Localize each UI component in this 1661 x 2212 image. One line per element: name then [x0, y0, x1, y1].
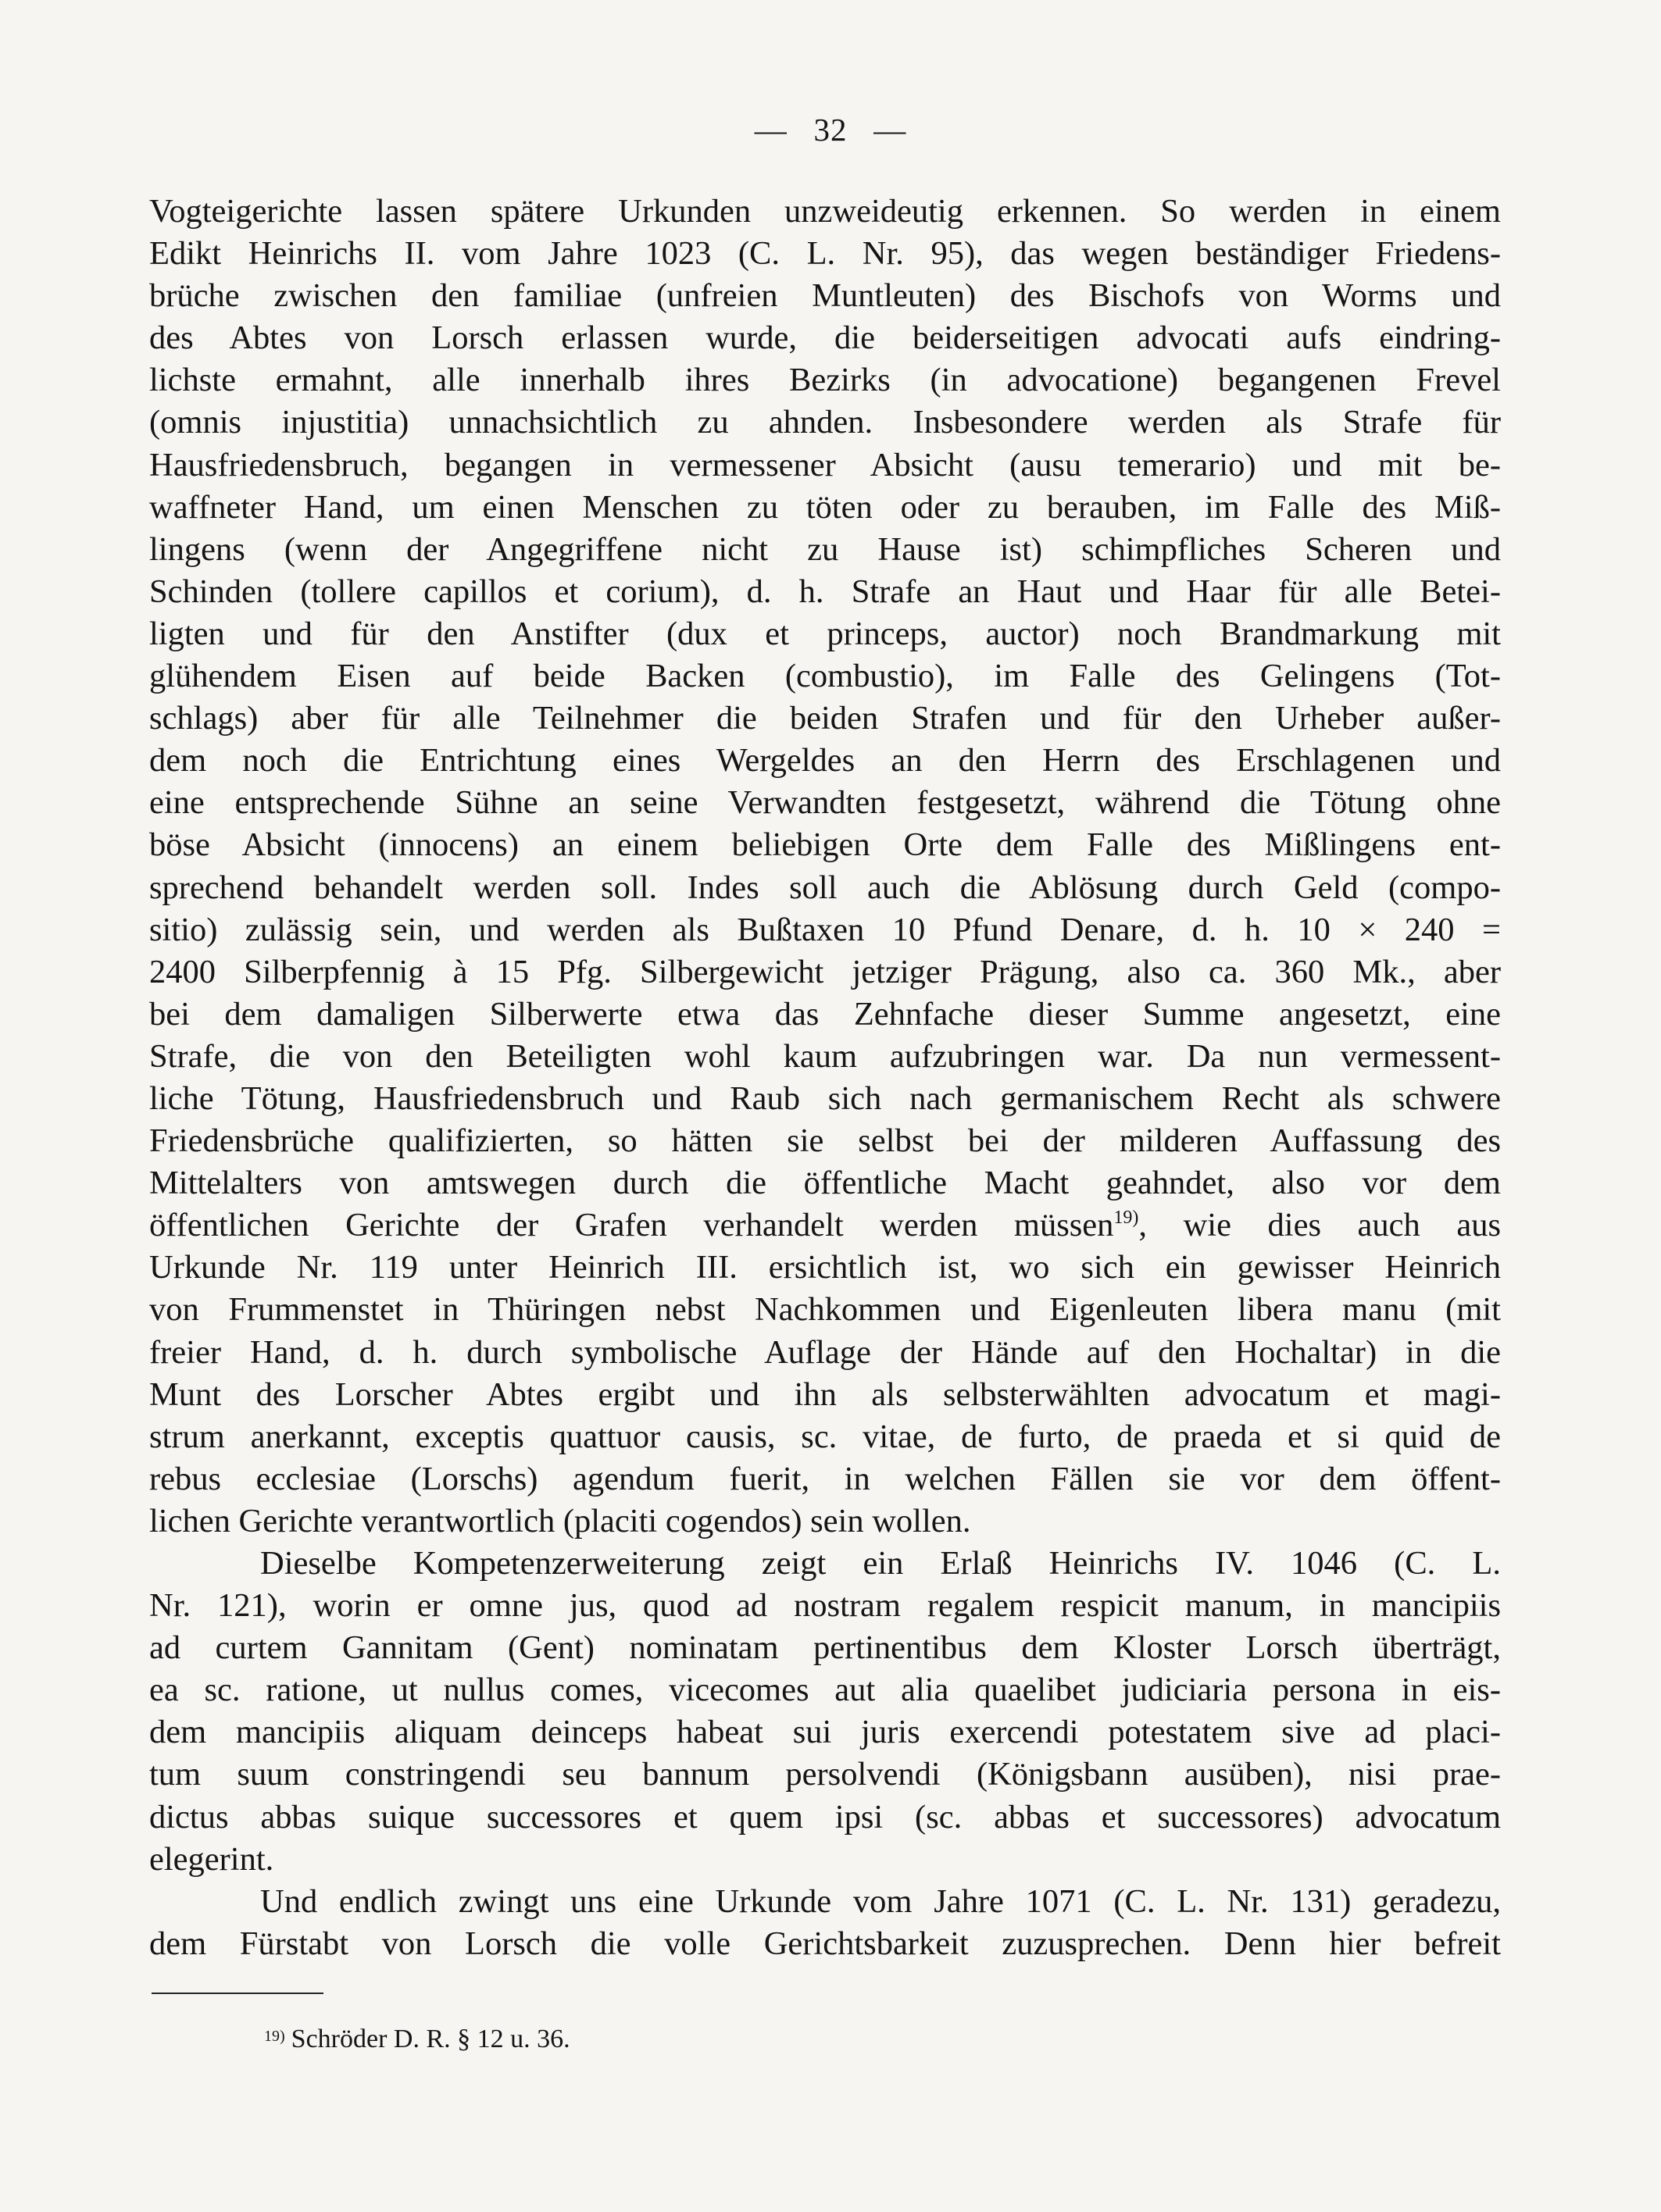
text-line: Munt des Lorscher Abtes ergibt und ihn als selbsterwählten advocatum et magi- — [149, 1375, 1501, 1413]
text-line: ea sc. ratione, ut nullus comes, vicecomes aut alia quaelibet judiciaria persona in eis- — [149, 1671, 1501, 1709]
body-text — [149, 191, 1501, 1965]
footnote-text: Schröder D. R. § 12 u. 36. — [291, 2025, 570, 2053]
text-line: strum anerkannt, exceptis quattuor causis, sc. vitae, de furto, de praeda et si quid de — [149, 1418, 1501, 1455]
text-line: 2400 Silberpfennig à 15 Pfg. Silbergewicht jetziger Prägung, also ca. 360 Mk., aber — [149, 953, 1501, 990]
text-line: Dieselbe Kompetenzerweiterung zeigt ein Erlaß Heinrichs IV. 1046 (C. L. — [260, 1545, 1501, 1582]
text-line: liche Tötung, Hausfriedensbruch und Raub sich nach germanischem Recht als schwere — [149, 1079, 1501, 1117]
text-line: rebus ecclesiae (Lorschs) agendum fuerit, in welchen Fällen sie vor dem öffent- — [149, 1460, 1501, 1497]
text-line: glühendem Eisen auf beide Backen (combustio), im Falle des Gelingens (Tot- — [149, 658, 1501, 695]
text-line: böse Absicht (innocens) an einem beliebigen Orte dem Falle des Mißlingens ent- — [149, 826, 1501, 864]
text-line: bei dem damaligen Silberwerte etwa das Zehnfache dieser Summe angesetzt, eine — [149, 995, 1501, 1033]
text-line: Nr. 121), worin er omne jus, quod ad nostram regalem respicit manum, in mancipiis — [149, 1587, 1501, 1625]
text-line: lichste ermahnt, alle innerhalb ihres Bezirks (in advocatione) begangenen Frevel — [149, 362, 1501, 399]
paragraph — [149, 1881, 1501, 1965]
text-line: tum suum constringendi seu bannum persolvendi (Königsbann ausüben), nisi prae- — [149, 1756, 1501, 1793]
text-segment: , wie dies auch aus — [1138, 1207, 1501, 1244]
text-line: Hausfriedensbruch, begangen in vermessener Absicht (ausu temerario) und mit be- — [149, 446, 1501, 483]
text-segment: öffentlichen Gerichte der Grafen verhandelt werden müssen — [149, 1207, 1114, 1244]
text-line: Strafe, die von den Beteiligten wohl kaum aufzubringen war. Da nun vermessent- — [149, 1037, 1501, 1075]
text-line: dem Fürstabt von Lorsch die volle Gerichtsbarkeit zuzusprechen. Denn hier befreit — [149, 1925, 1501, 1962]
text-line: sitio) zulässig sein, und werden als Bußtaxen 10 Pfund Denare, d. h. 10 × 240 = — [149, 911, 1501, 948]
footnote-divider — [152, 1993, 323, 1994]
text-line: dem noch die Entrichtung eines Wergeldes an den Herrn des Erschlagenen und — [149, 742, 1501, 780]
text-line: brüche zwischen den familiae (unfreien Muntleuten) des Bischofs von Worms und — [149, 277, 1501, 315]
footnote-reference[interactable]: 19) — [1113, 1208, 1139, 1229]
footnote — [264, 2025, 570, 2054]
text-line: dem mancipiis aliquam deinceps habeat sui juris exercendi potestatem sive ad placi- — [149, 1714, 1501, 1751]
text-line: lingens (wenn der Angegriffene nicht zu Hause ist) schimpfliches Scheren und — [149, 530, 1501, 568]
text-line: freier Hand, d. h. durch symbolische Auflage der Hände auf den Hochaltar) in die — [149, 1333, 1501, 1371]
text-line: Vogteigerichte lassen spätere Urkunden unzweideutig erkennen. So werden in einem — [149, 193, 1501, 230]
text-line: eine entsprechende Sühne an seine Verwandten festgesetzt, während die Tötung ohne — [149, 784, 1501, 822]
paragraph — [149, 1543, 1501, 1881]
text-line: Und endlich zwingt uns eine Urkunde vom Jahre 1071 (C. L. Nr. 131) geradezu, — [260, 1882, 1501, 1920]
text-line: ligten und für den Anstifter (dux et princeps, auctor) noch Brandmarkung mit — [149, 615, 1501, 652]
text-line: ad curtem Gannitam (Gent) nominatam pertinentibus dem Kloster Lorsch überträgt, — [149, 1629, 1501, 1667]
page-number: — 32 — — [754, 112, 907, 148]
text-line: von Frummenstet in Thüringen nebst Nachkommen und Eigenleuten libera manu (mit — [149, 1291, 1501, 1329]
text-line: (omnis injustitia) unnachsichtlich zu ahnden. Insbesondere werden als Strafe für — [149, 404, 1501, 441]
text-line: lichen Gerichte verantwortlich (placiti cogendos) sein wollen. — [149, 1502, 971, 1539]
text-line-with-footnote-ref — [149, 1204, 1501, 1247]
text-line: dictus abbas suique successores et quem ipsi (sc. abbas et successores) advocatum — [149, 1798, 1501, 1836]
text-line: schlags) aber für alle Teilnehmer die beiden Strafen und für den Urheber außer- — [149, 700, 1501, 737]
text-line: elegerint. — [149, 1840, 274, 1878]
text-line: des Abtes von Lorsch erlassen wurde, die beiderseitigen advocati aufs eindring- — [149, 319, 1501, 357]
text-line: Friedensbrüche qualifizierten, so hätten sie selbst bei der milderen Auffassung des — [149, 1122, 1501, 1160]
text-line: Edikt Heinrichs II. vom Jahre 1023 (C. L. Nr. 95), das wegen beständiger Friedens- — [149, 235, 1501, 273]
text-line: Mittelalters von amtswegen durch die öffentliche Macht geahndet, also vor dem — [149, 1165, 1501, 1202]
paragraph — [149, 191, 1501, 1543]
footnote-marker: 19) — [264, 2028, 285, 2045]
text-line: waffneter Hand, um einen Menschen zu töten oder zu berauben, im Falle des Miß- — [149, 488, 1501, 526]
text-line: Urkunde Nr. 119 unter Heinrich III. ersichtlich ist, wo sich ein gewisser Heinrich — [149, 1249, 1501, 1286]
text-line: sprechend behandelt werden soll. Indes soll auch die Ablösung durch Geld (compo- — [149, 869, 1501, 906]
text-line: Schinden (tollere capillos et corium), d. h. Strafe an Haut und Haar für alle Betei- — [149, 573, 1501, 610]
